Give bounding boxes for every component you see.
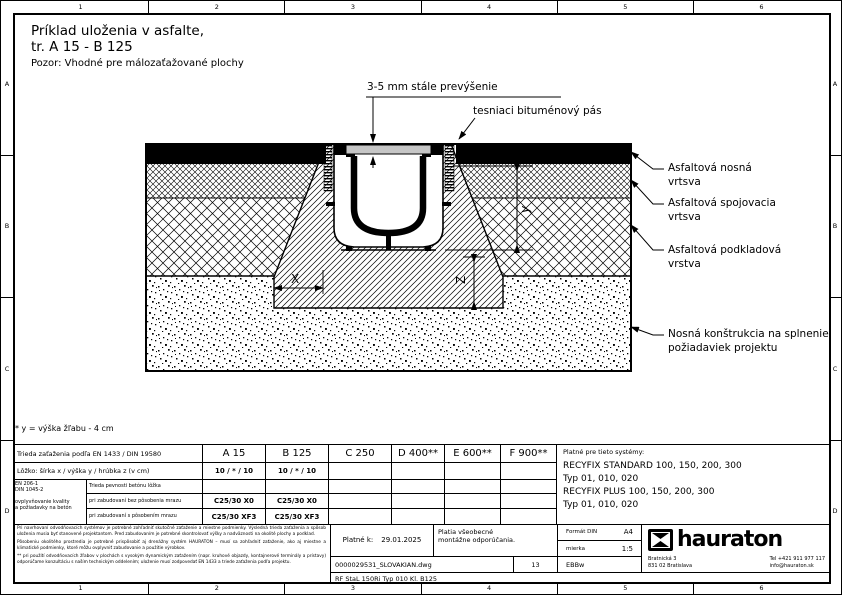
grid-ref: C [1,298,13,441]
title-block-bottom [13,524,831,584]
concrete-row-1-label: pri zabudovaní bez pôsobenia mrazu [87,494,203,509]
label-binder-course: Asfaltová spojovacia vrtsva [668,197,776,223]
file-name-cell: 0000029531_SLOVAKIAN.dwg [331,557,513,573]
page-number-cell: 13 [513,557,557,573]
annotation-bitumen-strip: tesniaci bituménový pás [473,105,602,117]
class-e600: E 600** [445,445,501,463]
c1-a15: C25/30 X0 [203,494,266,509]
grid-ref: 6 [759,584,764,592]
grid-ref: 4 [422,1,558,13]
load-class-table [13,444,831,524]
label-base-course: Asfaltová podkladová vrstva [668,244,782,270]
system-line: Typ 01, 010, 020 [563,474,639,485]
product-ref-cell: RF StaL 150Ri Typ 010 Kl. B125 [335,574,437,583]
grid-ref: 6 [759,3,764,11]
mounting-note-cell: Platia všeobecné montážne odporúčania. [433,524,557,557]
format-cell: Formát DIN A4 [557,524,641,541]
grid-ref: 5 [558,582,694,594]
class-a15: A 15 [203,445,266,463]
footnote-y: * y = výška žľabu - 4 cm [15,424,114,433]
grid-ref: B [829,156,841,299]
class-c250: C 250 [329,445,392,463]
c0-e600 [445,480,501,494]
bedding-label: Lôžko: šírka x / výška y / hrúbka z (v cm) [13,463,203,480]
concrete-row-0-label: Trieda pevnosti betónu lôžka [87,480,203,494]
grid-ref: 2 [149,582,285,594]
svg-text:y: y [518,205,532,213]
grid-ref: C [829,298,841,441]
c2-a15: C25/30 XF3 [203,509,266,525]
scale-cell: mierka 1:5 [557,541,641,557]
grid-ref: 5 [558,1,694,13]
c0-a15 [203,480,266,494]
c0-d400 [392,480,445,494]
class-d400: D 400** [392,445,445,463]
grid-ref: 4 [422,582,558,594]
c0-b125 [266,480,329,494]
svg-text:X: X [291,272,300,286]
grid-ref: 3 [285,1,421,13]
c2-e600 [445,509,501,525]
cross-section-drawing [141,76,666,381]
title-warning: Pozor: Vhodné pre málozaťažované plochy [31,58,244,69]
c1-f900 [501,494,557,509]
layer-leaders [631,152,664,335]
bedding-a15: 10 / * / 10 [203,463,266,480]
frame-top-strip [13,1,829,13]
system-line: RECYFIX PLUS 100, 150, 200, 300 [563,487,715,498]
bedding-b125: 10 / * / 10 [266,463,329,480]
label-surface-course: Asfaltová nosná vrtsva [668,162,752,188]
c2-b125: C25/30 XF3 [266,509,329,525]
grid-ref: 3 [285,582,421,594]
editor-code-cell: EBBw [557,557,641,573]
valid-systems-header: Platné pre tieto systémy: [563,448,645,456]
grid-ref: 1 [13,1,149,13]
c0-f900 [501,480,557,494]
grid-ref: D [832,507,838,516]
class-b125: B 125 [266,445,329,463]
drawing-title [31,23,244,69]
c2-c250 [329,509,392,525]
channel-grate [334,144,443,155]
channel-liner [354,156,423,233]
valid-systems [557,445,831,525]
label-supporting-structure: Nosná konštrukcia na splnenie požiadaviek projektu [668,328,829,354]
concrete-standard: EN 206-1 DIN 1045-2 ovplyvňovanie kvality a požiadavky na betón [13,480,87,525]
drainage-channel [326,144,451,251]
channel-center-rib [386,235,391,250]
c1-b125: C25/30 X0 [266,494,329,509]
annotation-elevation: 3-5 mm stále prevýšenie [367,81,498,93]
grid-ref: B [1,156,13,299]
bedding-d400 [392,463,445,480]
title-line-1: Príklad uloženia v asfalte, [31,23,204,39]
grid-ref: D [4,507,10,516]
c2-f900 [501,509,557,525]
disclaimer-text: Pri navrhovaní odvodňovacích systémov je potrebné zohľadniť skutočné zaťaženie a miestne podmienky. Výsledná trieda zaťaženia a spôsob uloženia musia byť stanovené projektantom. Pred zabudovaním je potrebné skontrolovať výšky a nadväznosti na okolité plochy a podklad. Pôsobeniu okolitého prostredia je potrebné prispôsobiť aj drenážny systém HAURATON – musí sa zohľadniť zaťaženie, ako aj miestne a klimatické podmienky, ktoré môžu ovplyvniť zabudovanie a použitie výrobkov. ** pri použití odvodňovacích žľabov v plochách s vysokým dynamickým zaťažením (napr. kruhové objazdy, kontajnerové terminály a prístavy) odporúčame konzultáciu s naším technickým oddelením; uloženie musí zodpovedať EN 1433 a triede zaťaženia podľa projektu. [13,524,331,584]
system-line: RECYFIX STANDARD 100, 150, 200, 300 [563,461,742,471]
c1-d400 [392,494,445,509]
grid-ref: 2 [149,1,285,13]
class-f900: F 900** [501,445,557,463]
bedding-c250 [329,463,392,480]
company-address: Bratnická 3 831 02 Bratislava [648,556,693,569]
hauraton-logo-icon [648,529,673,551]
grid-ref: A [1,13,13,156]
bedding-e600 [445,463,501,480]
grid-ref: A [829,13,841,156]
c1-c250 [329,494,392,509]
c1-e600 [445,494,501,509]
title-line-2: tr. A 15 - B 125 [31,39,133,55]
grid-ref: 1 [13,582,149,594]
valid-date-cell: Platné k: 29.01.2025 [331,524,433,557]
leader-bitumen [459,118,475,139]
company-contact: Tel +421 911 977 117 info@hauraton.sk [769,556,825,569]
bedding-f900 [501,463,557,480]
hauraton-wordmark: hauraton [677,527,783,552]
concrete-row-2-label: pri zabudovaní s pôsobením mrazu [87,509,203,525]
company-block [641,524,831,573]
c2-d400 [392,509,445,525]
c0-c250 [329,480,392,494]
load-class-label: Trieda zaťaženia podľa EN 1433 / DIN 19580 [13,445,203,463]
frame-left-strip [1,13,13,582]
svg-text:Z: Z [454,275,468,284]
system-line: Typ 01, 010, 020 [563,500,639,511]
